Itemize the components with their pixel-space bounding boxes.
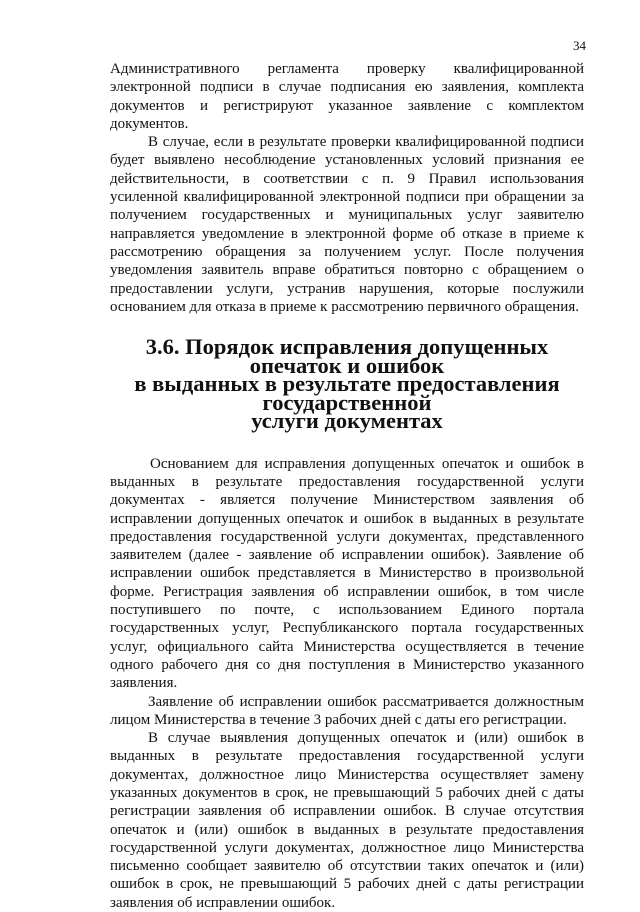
document-body xyxy=(110,60,584,912)
section-paragraph: Заявление об исправлении ошибок рассматривается должностным лицом Министерства в течение 3 рабочих дней с даты его регистрации. xyxy=(110,693,584,728)
section-paragraph: Основанием для исправления допущенных опечаток и ошибок в выданных в результате предоставления государственной услуги документах - является получение Министерством заявления об исправлении допущенных опечаток и ошибок в выданных в результате предоставления государственной услуги документах, представленного заявителем (далее - заявление об исправлении ошибок). Заявление об исправлении ошибок представляется в Министерство в произвольной форме. Регистрация заявления об исправлении ошибок, в том числе поступившего по почте, с использованием Единого портала государственных услуг, Республиканского портала государственных услуг, официального сайта Министерства осуществляется в течение одного рабочего дня со дня поступления в Министерство указанного заявления. xyxy=(110,455,584,692)
signature-check-paragraph: В случае, если в результате проверки квалифицированной подписи будет выявлено несоблюдение установленных условий признания ее действительности, в соответствии с п. 9 Правил использования усиленной квалифицированной электронной подписи при обращении за получением государственных и муниципальных услуг заявителю направляется уведомление в электронной форме об отказе в приеме к рассмотрению обращения за получением услуг. После получения уведомления заявитель вправе обратиться повторно с обращением о предоставлении услуги, устранив нарушения, которые послужили основанием для отказа в приеме к рассмотрению первичного обращения. xyxy=(110,134,584,315)
section-title-line-2: в выданных в результате предоставления государственной xyxy=(134,371,560,415)
section-paragraph: В случае выявления допущенных опечаток и (или) ошибок в выданных в результате предоставления государственной услуги документах, должностное лицо Министерства осуществляет замену указанных документов в срок, не превышающий 5 рабочих дней с даты регистрации заявления об исправлении ошибок. В случае отсутствия опечаток и (или) ошибок в выданных в результате предоставления государственной услуги документах, должностное лицо Министерства письменно сообщает заявителю об отсутствии таких опечаток и (или) ошибок в срок, не превышающий 5 рабочих дней с даты регистрации заявления об исправлении ошибок. xyxy=(110,730,584,911)
section-title-line-3: услуги документах xyxy=(251,408,443,434)
intro-paragraph: Административного регламента проверку квалифицированной электронной подписи в случае подписания ею заявления, комплекта документов и регистрируют указанное заявление с комплектом документов. xyxy=(110,61,584,132)
section-title xyxy=(110,334,584,434)
page-number: 34 xyxy=(573,38,586,53)
section-title-line-1: 3.6. Порядок исправления допущенных опечаток и ошибок xyxy=(145,334,549,378)
